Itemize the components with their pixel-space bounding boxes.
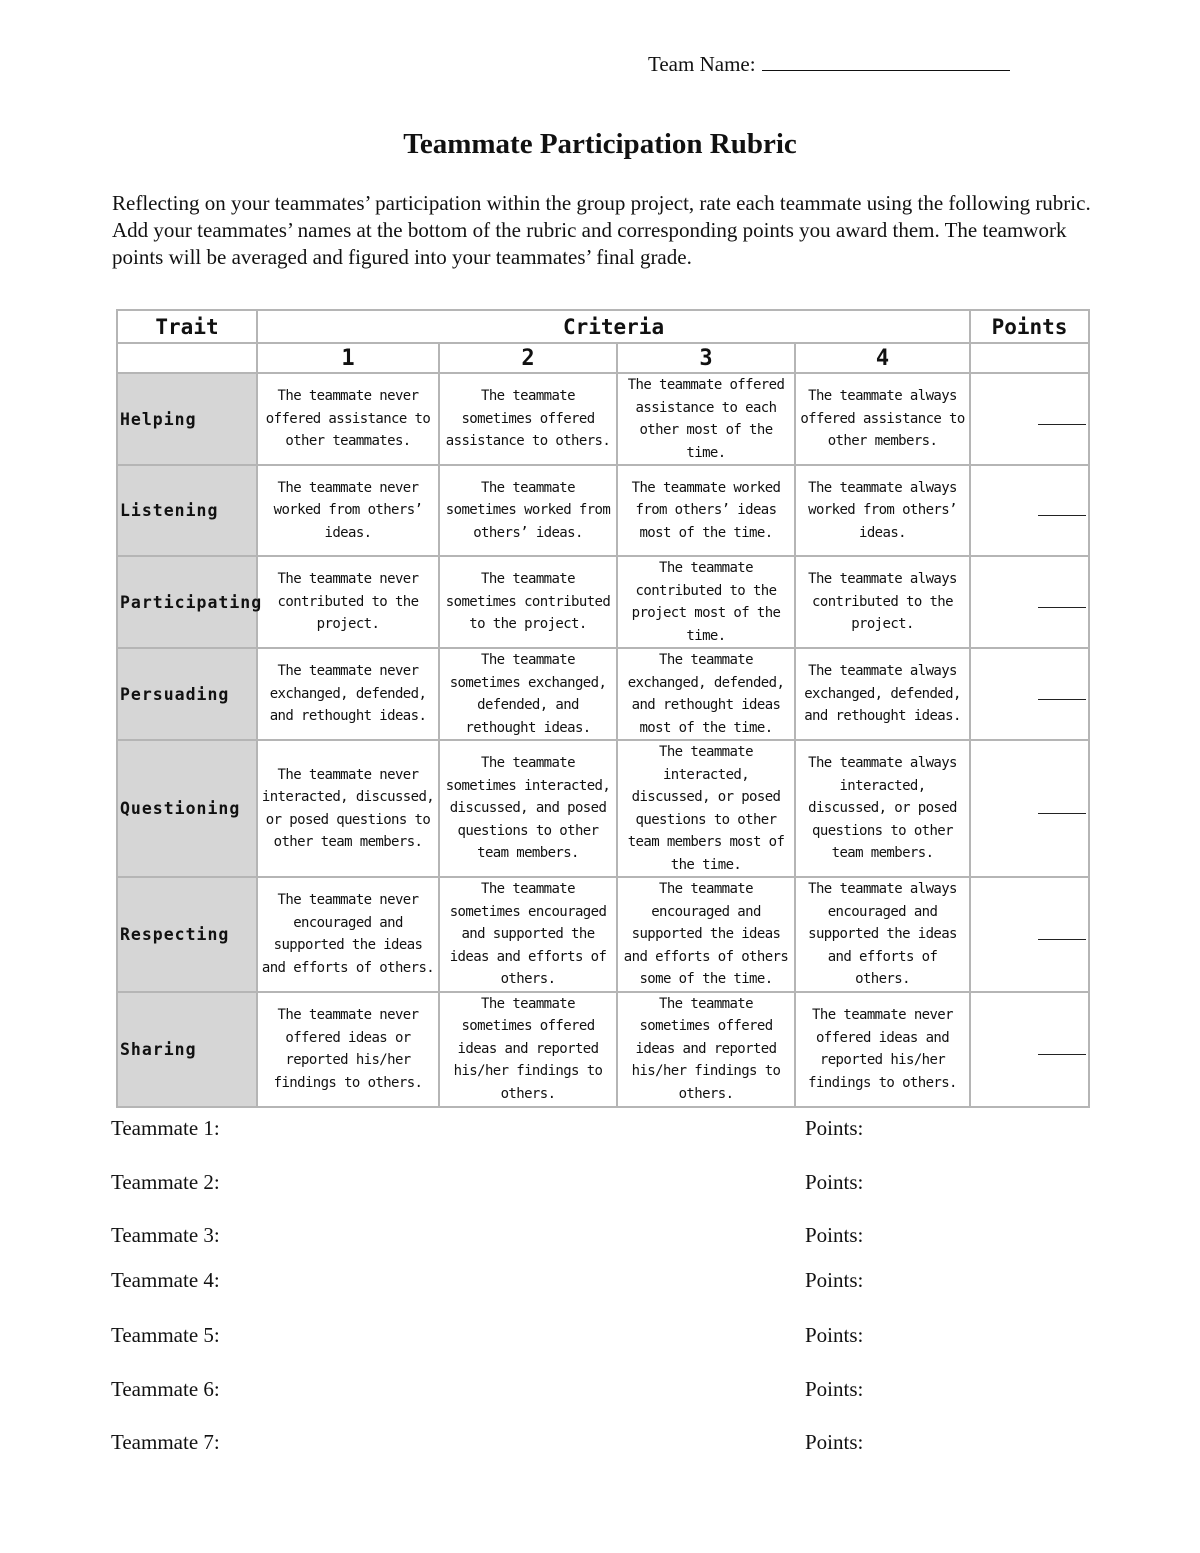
- criteria-cell: The teammate never contributed to the project.: [257, 556, 439, 648]
- team-name-field[interactable]: [648, 50, 1010, 77]
- points-cell: [970, 992, 1089, 1107]
- criteria-cell: The teammate never exchanged, defended, and rethought ideas.: [257, 648, 439, 740]
- criteria-cell: The teammate always exchanged, defended, and rethought ideas.: [795, 648, 970, 740]
- points-cell: [970, 556, 1089, 648]
- criteria-cell: The teammate interacted, discussed, or posed questions to other team members most of the time.: [617, 740, 795, 877]
- criteria-cell: The teammate sometimes contributed to the project.: [439, 556, 617, 648]
- table-row: [117, 992, 1089, 1107]
- points-blank-participating[interactable]: [1038, 606, 1086, 608]
- criteria-cell: The teammate always worked from others’ ideas.: [795, 465, 970, 556]
- trait-helping: Helping: [117, 373, 257, 465]
- points-label-1: Points:: [805, 1116, 864, 1140]
- criteria-cell: The teammate sometimes offered ideas and reported his/her findings to others.: [439, 992, 617, 1107]
- teammate-label-3: Teammate 3:: [111, 1223, 220, 1247]
- roster-row-4: [0, 1268, 1200, 1296]
- criteria-cell: The teammate exchanged, defended, and rethought ideas most of the time.: [617, 648, 795, 740]
- criteria-cell: The teammate contributed to the project most of the time.: [617, 556, 795, 648]
- criteria-cell: The teammate always offered assistance to other members.: [795, 373, 970, 465]
- roster-row-5: [0, 1323, 1200, 1351]
- points-label-7: Points:: [805, 1430, 864, 1454]
- criteria-cell: The teammate offered assistance to each other most of the time.: [617, 373, 795, 465]
- level-header-3: 3: [617, 343, 795, 373]
- col-header-criteria: Criteria: [257, 310, 970, 343]
- trait-persuading: Persuading: [117, 648, 257, 740]
- points-cell: [970, 648, 1089, 740]
- roster-row-3: [0, 1223, 1200, 1251]
- teammate-label-6: Teammate 6:: [111, 1377, 220, 1401]
- teammate-label-4: Teammate 4:: [111, 1268, 220, 1292]
- points-blank-helping[interactable]: [1038, 423, 1086, 425]
- criteria-cell: The teammate sometimes offered assistance to others.: [439, 373, 617, 465]
- points-label-4: Points:: [805, 1268, 864, 1292]
- criteria-cell: The teammate sometimes offered ideas and reported his/her findings to others.: [617, 992, 795, 1107]
- teammate-label-7: Teammate 7:: [111, 1430, 220, 1454]
- page-title: Teammate Participation Rubric: [403, 128, 797, 160]
- points-cell: [970, 465, 1089, 556]
- table-row: [117, 877, 1089, 992]
- team-name-blank[interactable]: [762, 50, 1010, 71]
- points-blank-sharing[interactable]: [1038, 1053, 1086, 1055]
- trait-sharing: Sharing: [117, 992, 257, 1107]
- criteria-cell: The teammate always contributed to the project.: [795, 556, 970, 648]
- level-header-1: 1: [257, 343, 439, 373]
- trait-listening: Listening: [117, 465, 257, 556]
- criteria-cell: The teammate worked from others’ ideas most of the time.: [617, 465, 795, 556]
- criteria-cell: The teammate never offered ideas or reported his/her findings to others.: [257, 992, 439, 1107]
- criteria-cell: The teammate encouraged and supported the ideas and efforts of others some of the time.: [617, 877, 795, 992]
- rubric-table: [116, 309, 1090, 1108]
- criteria-cell: The teammate sometimes exchanged, defended, and rethought ideas.: [439, 648, 617, 740]
- criteria-cell: The teammate always interacted, discussed, or posed questions to other team members.: [795, 740, 970, 877]
- points-blank-persuading[interactable]: [1038, 698, 1086, 700]
- criteria-cell: The teammate never offered assistance to other teammates.: [257, 373, 439, 465]
- level-header-2: 2: [439, 343, 617, 373]
- points-blank-respecting[interactable]: [1038, 938, 1086, 940]
- table-row: [117, 740, 1089, 877]
- points-cell: [970, 877, 1089, 992]
- roster-row-7: [0, 1430, 1200, 1458]
- roster-row-6: [0, 1377, 1200, 1405]
- criteria-cell: The teammate never worked from others’ ideas.: [257, 465, 439, 556]
- points-blank-questioning[interactable]: [1038, 812, 1086, 814]
- criteria-cell: The teammate sometimes interacted, discussed, and posed questions to other team members.: [439, 740, 617, 877]
- criteria-cell: The teammate sometimes worked from others’ ideas.: [439, 465, 617, 556]
- level-header-blank: [117, 343, 257, 373]
- criteria-cell: The teammate never interacted, discussed, or posed questions to other team members.: [257, 740, 439, 877]
- roster-row-1: [0, 1116, 1200, 1144]
- trait-respecting: Respecting: [117, 877, 257, 992]
- teammate-label-2: Teammate 2:: [111, 1170, 220, 1194]
- criteria-cell: The teammate never offered ideas and reported his/her findings to others.: [795, 992, 970, 1107]
- points-blank-listening[interactable]: [1038, 514, 1086, 516]
- col-header-points: Points: [970, 310, 1089, 343]
- points-label-6: Points:: [805, 1377, 864, 1401]
- team-name-label: Team Name:: [648, 52, 756, 76]
- points-label-5: Points:: [805, 1323, 864, 1347]
- col-header-trait: Trait: [117, 310, 257, 343]
- trait-questioning: Questioning: [117, 740, 257, 877]
- table-row: [117, 373, 1089, 465]
- table-row: [117, 648, 1089, 740]
- level-header-points-blank: [970, 343, 1089, 373]
- teammate-label-1: Teammate 1:: [111, 1116, 220, 1140]
- intro-paragraph: Reflecting on your teammates’ participation within the group project, rate each teammate using the following rubric. Add your teammates’ names at the bottom of the rubric and corresponding points you award them. The teamwork points will be averaged and figured into your teammates’ final grade.: [112, 191, 1091, 269]
- table-row: [117, 465, 1089, 556]
- teammate-label-5: Teammate 5:: [111, 1323, 220, 1347]
- points-cell: [970, 740, 1089, 877]
- roster-row-2: [0, 1170, 1200, 1198]
- criteria-cell: The teammate sometimes encouraged and supported the ideas and efforts of others.: [439, 877, 617, 992]
- points-label-3: Points:: [805, 1223, 864, 1247]
- criteria-cell: The teammate always encouraged and supported the ideas and efforts of others.: [795, 877, 970, 992]
- table-row: [117, 556, 1089, 648]
- points-label-2: Points:: [805, 1170, 864, 1194]
- criteria-cell: The teammate never encouraged and supported the ideas and efforts of others.: [257, 877, 439, 992]
- points-cell: [970, 373, 1089, 465]
- level-header-4: 4: [795, 343, 970, 373]
- trait-participating: Participating: [117, 556, 257, 648]
